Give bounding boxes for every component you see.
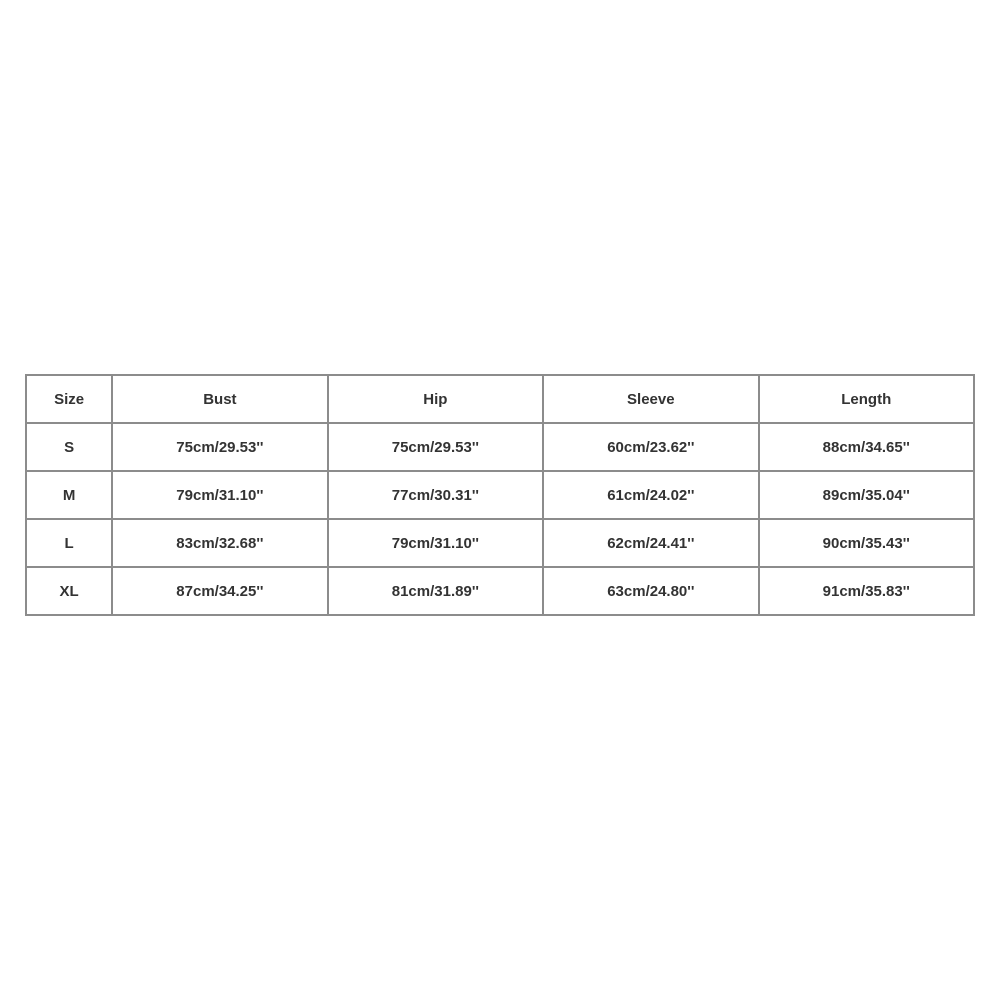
size-chart-table	[25, 374, 975, 616]
cell-bust: 87cm/34.25''	[112, 567, 327, 615]
cell-bust: 83cm/32.68''	[112, 519, 327, 567]
cell-hip: 79cm/31.10''	[328, 519, 543, 567]
cell-length: 90cm/35.43''	[759, 519, 974, 567]
cell-hip: 77cm/30.31''	[328, 471, 543, 519]
cell-length: 91cm/35.83''	[759, 567, 974, 615]
cell-sleeve: 60cm/23.62''	[543, 423, 758, 471]
header-size: Size	[26, 375, 112, 423]
cell-size: S	[26, 423, 112, 471]
cell-size: L	[26, 519, 112, 567]
cell-hip: 75cm/29.53''	[328, 423, 543, 471]
cell-sleeve: 63cm/24.80''	[543, 567, 758, 615]
header-length: Length	[759, 375, 974, 423]
header-sleeve: Sleeve	[543, 375, 758, 423]
cell-sleeve: 61cm/24.02''	[543, 471, 758, 519]
header-hip: Hip	[328, 375, 543, 423]
table-header-row	[26, 375, 974, 423]
cell-size: M	[26, 471, 112, 519]
cell-length: 89cm/35.04''	[759, 471, 974, 519]
table-row	[26, 423, 974, 471]
cell-sleeve: 62cm/24.41''	[543, 519, 758, 567]
cell-bust: 75cm/29.53''	[112, 423, 327, 471]
cell-length: 88cm/34.65''	[759, 423, 974, 471]
table-row	[26, 471, 974, 519]
table-row	[26, 519, 974, 567]
table-row	[26, 567, 974, 615]
cell-size: XL	[26, 567, 112, 615]
cell-bust: 79cm/31.10''	[112, 471, 327, 519]
header-bust: Bust	[112, 375, 327, 423]
cell-hip: 81cm/31.89''	[328, 567, 543, 615]
